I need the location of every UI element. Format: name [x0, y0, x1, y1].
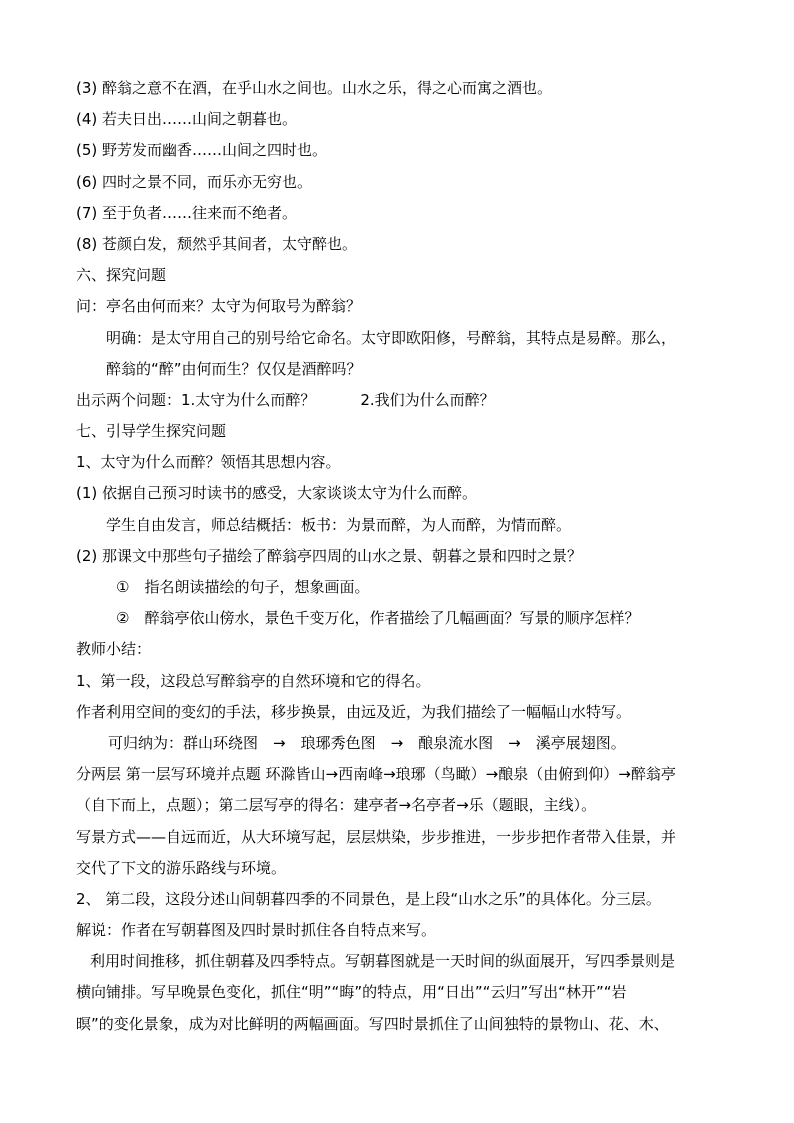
text-line: 横向铺排。写早晚景色变化，抓住“明”“晦”的特点，用“日出”“云归”写出“林开”“岩 [76, 983, 627, 1002]
text-line: 1、太守为什么而醉？领悟其思想内容。 [76, 453, 341, 472]
text-line: (3) 醉翁之意不在酒，在乎山水之间也。山水之乐，得之心而寓之酒也。 [76, 79, 553, 97]
answer-line: 明确：是太守用自己的别号给它命名。太守即欧阳修，号醉翁，其特点是易醉。那么， [106, 328, 677, 347]
text-line: (6) 四时之景不同，而乐亦无穷也。 [76, 172, 313, 191]
answer-line: 醉翁的“醉”由何而生？仅仅是酒醉吗？ [106, 359, 362, 378]
numbered-item: ① 指名朗读描绘的句子，想象画面。 [116, 578, 370, 596]
text-line: 1、第一段，这段总写醉翁亭的自然环境和它的得名。 [76, 671, 431, 690]
text-line: 暝”的变化景象，成为对比鲜明的两幅画面。写四时景抓住了山间独特的景物山、花、木、 [76, 1014, 669, 1033]
text-line: (2) 那课文中那些句子描绘了醉翁亭四周的山水之景、朝暮之景和四时之景？ [76, 546, 583, 565]
text-line: 写景方式——自远而近，从大环境写起，层层烘染，步步推进，一步步把作者带入佳景，并 [76, 827, 677, 846]
text-line: (8) 苍颜白发，颓然乎其间者，太守醉也。 [76, 234, 358, 253]
text-line: 可归纳为：群山环绕图 → 琅琊秀色图 → 酿泉流水图 → 溪亭展翅图。 [108, 733, 626, 752]
text-line: 教师小结： [76, 640, 152, 659]
text-line: 作者利用空间的变幻的手法，移步换景，由远及近，为我们描绘了一幅幅山水特写。 [76, 702, 632, 721]
text-line: (5) 野芳发而幽香……山间之四时也。 [76, 141, 328, 160]
text-line: 解说：作者在写朝暮图及四时景时抓住各自特点来写。 [76, 921, 437, 940]
text-line: 学生自由发言，师总结概括：板书：为景而醉，为人而醉，为情而醉。 [106, 515, 572, 534]
numbered-item: ② 醉翁亭依山傍水，景色千变万化，作者描绘了几幅画面？写景的顺序怎样？ [116, 609, 640, 628]
section-heading: 六、探究问题 [76, 266, 167, 285]
text-line: 出示两个问题：1.太守为什么而醉？ 2.我们为什么而醉？ [76, 390, 495, 409]
question-line: 问：亭名由何而来？太守为何取号为醉翁？ [76, 297, 362, 316]
text-line: (1) 依据自己预习时读书的感受，大家谈谈太守为什么而醉。 [76, 484, 478, 503]
text-line: 交代了下文的游乐路线与环境。 [76, 858, 287, 877]
text-line: （自下而上，点题）；第二层写亭的得名：建亭者→名亭者→乐（题眼，主线）。 [76, 796, 597, 815]
text-line: 分两层 第一层写环境并点题 环滁皆山→西南峰→琅琊（鸟瞰）→酿泉（由俯到仰）→醉翁亭 [76, 765, 676, 784]
section-heading: 七、引导学生探究问题 [76, 422, 227, 441]
text-line: (4) 若夫日出……山间之朝暮也。 [76, 110, 298, 129]
text-line: 2、 第二段，这段分述山间朝暮四季的不同景色，是上段“山水之乐”的具体化。分三层。 [76, 889, 661, 908]
text-line: (7) 至于负者……往来而不绝者。 [76, 203, 298, 222]
document-body [76, 73, 724, 1040]
text-line: 利用时间推移，抓住朝暮及四季特点。写朝暮图就是一天时间的纵面展开，写四季景则是 [90, 952, 676, 971]
